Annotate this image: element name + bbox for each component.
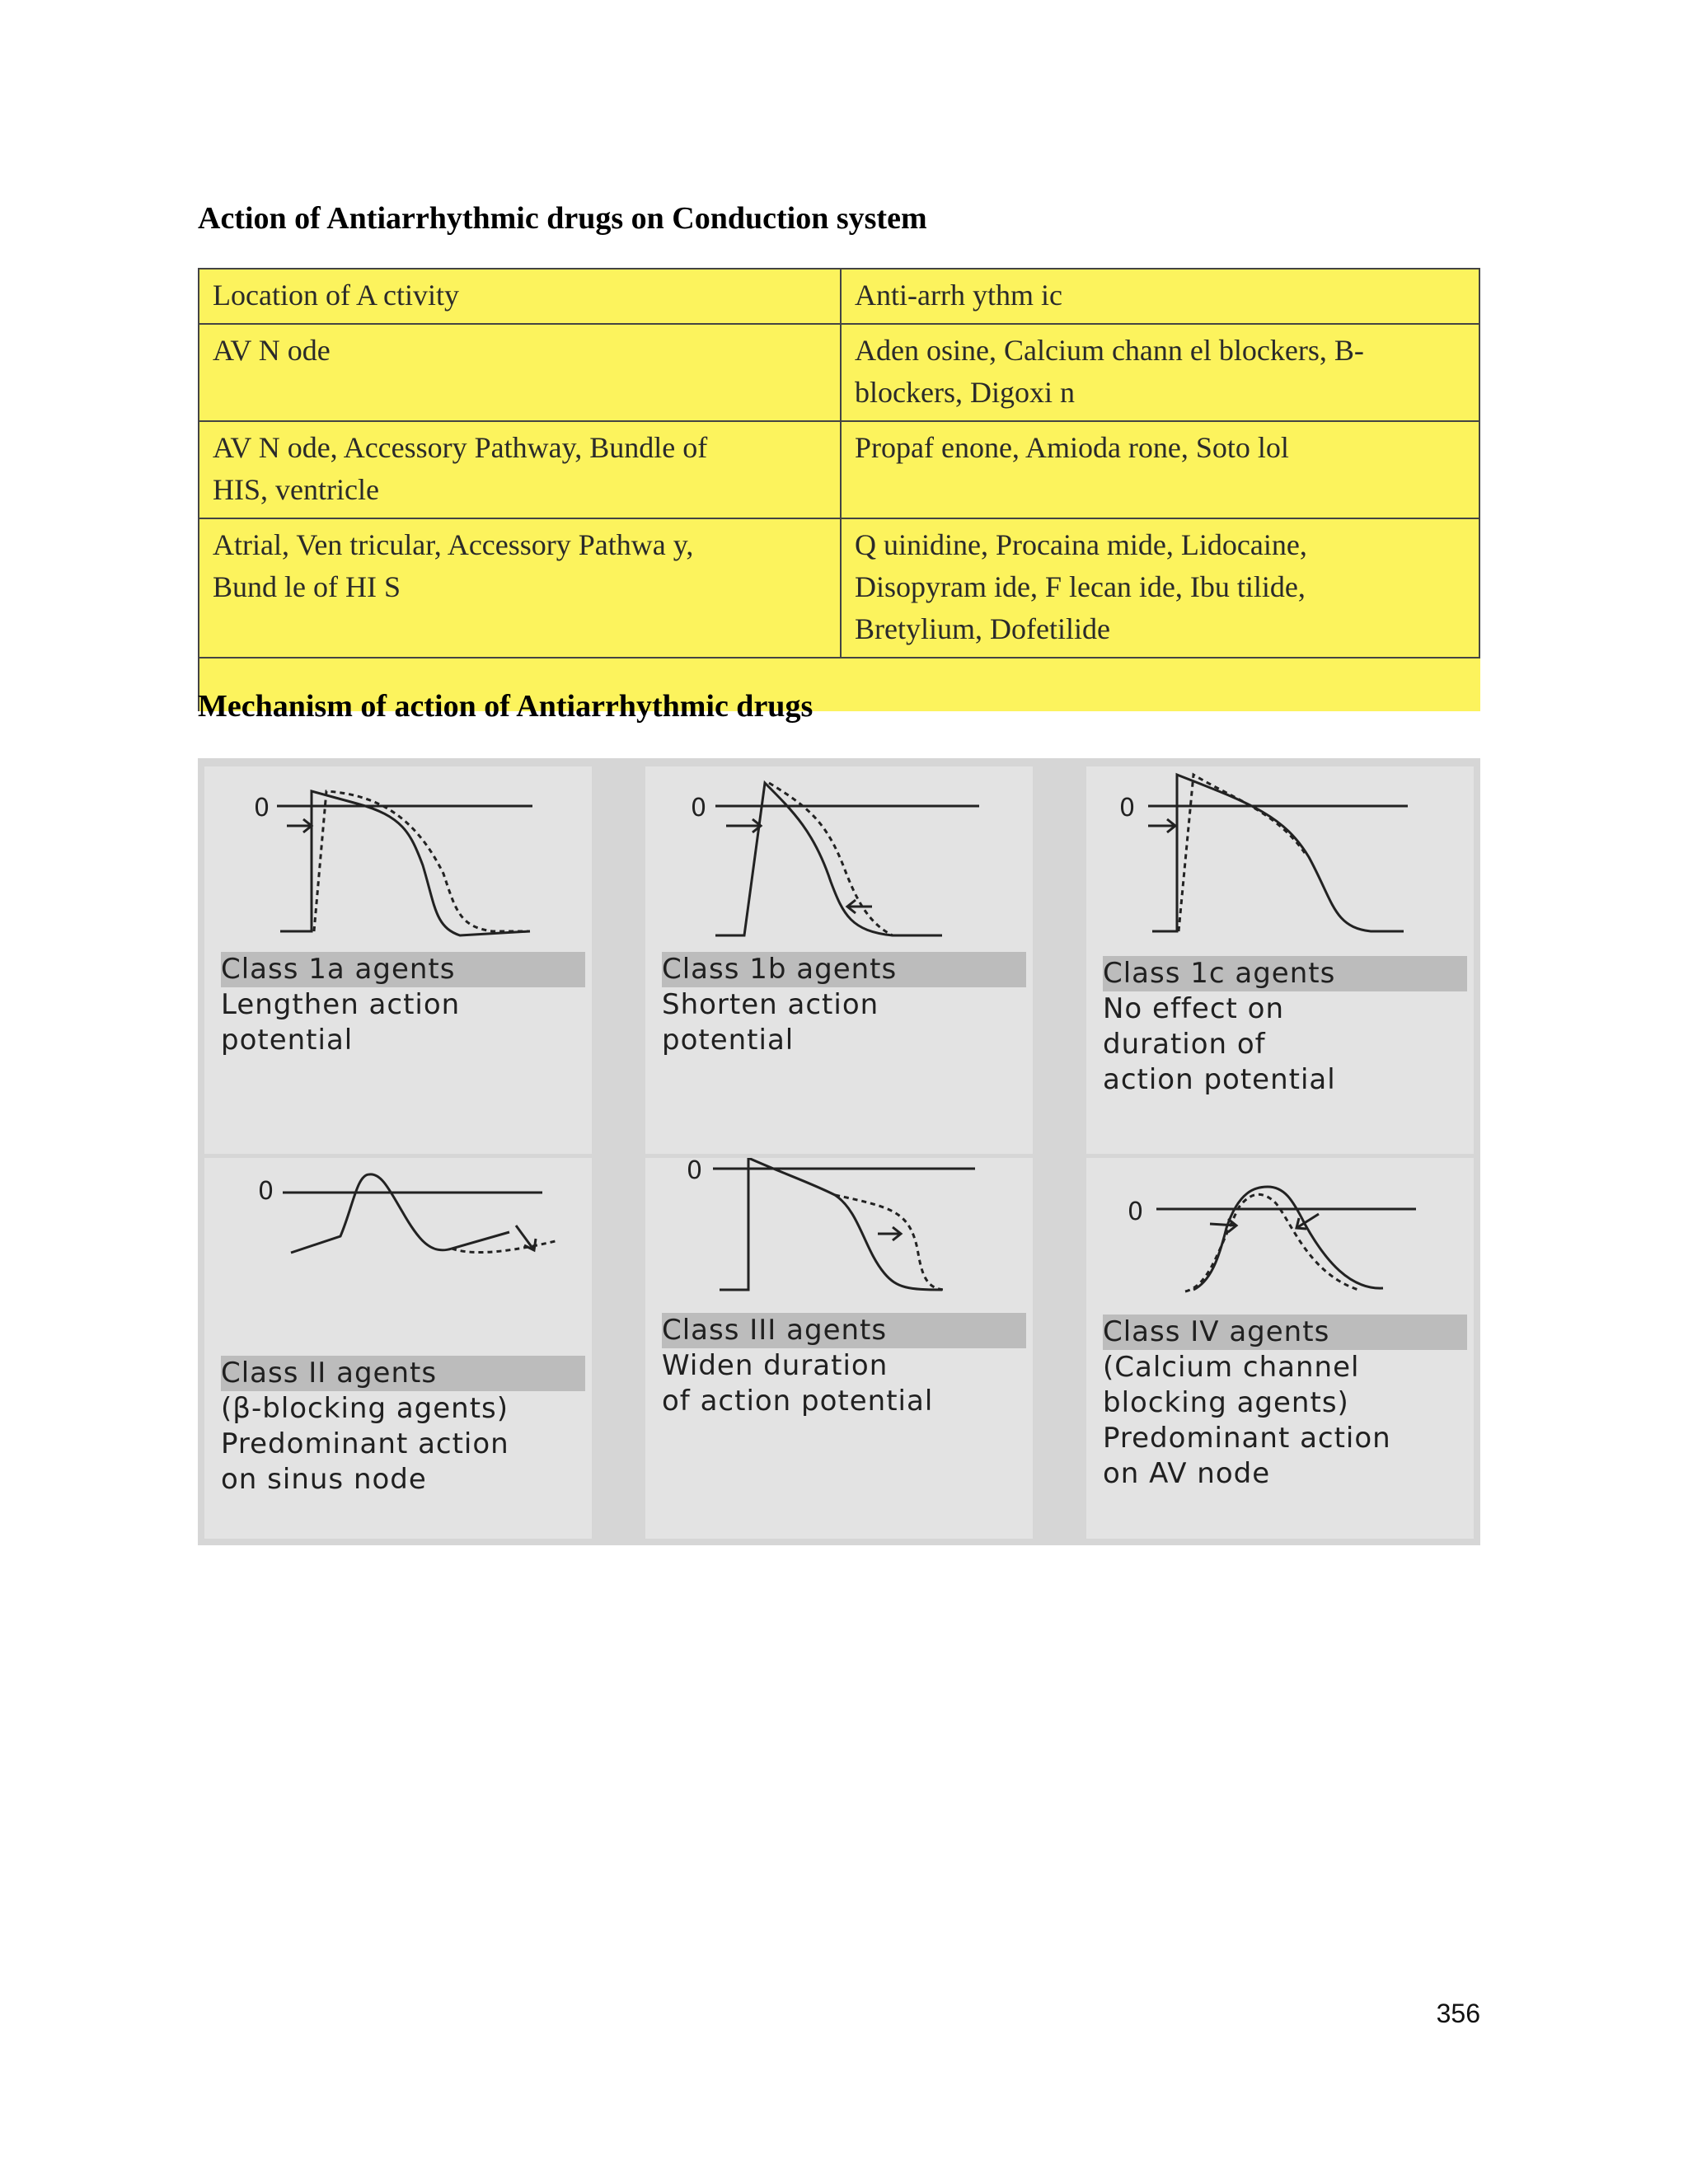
zero-label: 0 [1128,1197,1144,1226]
zero-label: 0 [687,1158,703,1185]
arrow-icon [878,1227,901,1240]
cell-line: Propaf enone, Amioda rone, Soto lol [855,431,1289,464]
caption-4 [1103,1315,1467,1492]
caption-line: on AV node [1103,1457,1271,1490]
caption-title: Class III agents [662,1313,1026,1348]
caption-1b [662,952,1026,1058]
location-cell [199,324,841,421]
arrow-icon [847,900,872,913]
panel-class-1b [645,766,1033,1154]
solid-trace [1152,775,1404,931]
caption-line: Lengthen action [221,988,461,1021]
cell-line: Atrial, Ven tricular, Accessory Pathwa y, [213,528,694,561]
caption-line: (Calcium channel [1103,1351,1360,1384]
zero-label: 0 [1119,794,1136,823]
dashed-trace [452,1240,559,1253]
cell-line: AV N ode, Accessory Pathway, Bundle of [213,431,708,464]
solid-trace [291,1174,509,1253]
table-row [199,518,1479,658]
cell-line: AV N ode [213,334,331,367]
caption-title: Class II agents [221,1356,585,1391]
caption-line: blocking agents) [1103,1386,1349,1419]
caption-title: Class 1c agents [1103,956,1467,991]
caption-line: Widen duration [662,1349,889,1382]
solid-trace [720,1158,942,1290]
caption-line: on sinus node [221,1463,427,1496]
dashed-trace [1179,775,1305,931]
solid-trace [1193,1187,1383,1290]
page-number: 356 [1436,1999,1480,2028]
zero-label: 0 [258,1177,274,1206]
cell-line: Bund le of HI S [213,570,401,603]
cell-line: Q uinidine, Procaina mide, Lidocaine, [855,528,1307,561]
location-cell [199,518,841,658]
caption-3 [662,1313,1026,1419]
panel-class-1a [204,766,592,1154]
caption-line: Shorten action [662,988,879,1021]
caption-title: Class IV agents [1103,1315,1467,1350]
solid-trace [280,791,530,935]
dashed-trace [835,1195,946,1290]
cell-line: Disopyram ide, F lecan ide, Ibu tilide, [855,570,1306,603]
cell-line: HIS, ventricle [213,473,379,506]
panel-class-3 [645,1158,1033,1539]
arrow-icon [726,819,761,832]
caption-line: duration of [1103,1028,1266,1061]
cell-line: Bretylium, Dofetilide [855,612,1110,645]
mechanism-heading: Mechanism of action of Antiarrhythmic drugs [198,689,814,724]
caption-1c [1103,956,1467,1098]
drugs-cell [841,518,1479,658]
arrow-icon [287,819,312,832]
panel-class-1c [1086,766,1474,1154]
arrow-icon [1148,819,1175,832]
arrow-icon [516,1226,536,1250]
caption-title: Class 1a agents [221,952,585,987]
cell-line: blockers, Digoxi n [855,376,1075,409]
conduction-table [198,268,1480,711]
caption-line: Predominant action [221,1427,509,1460]
drugs-cell [841,324,1479,421]
location-cell [199,421,841,518]
table-row [199,324,1479,421]
caption-line: potential [221,1024,354,1057]
table-header-row [199,269,1479,324]
caption-line: potential [662,1024,795,1057]
panel-class-4 [1086,1158,1474,1539]
cell-line: Aden osine, Calcium chann el blockers, B- [855,334,1364,367]
caption-line: of action potential [662,1385,934,1418]
header-antiarrhythmic: Anti-arrh ythm ic [841,269,1479,324]
mechanism-figure [198,758,1480,1545]
caption-line: action potential [1103,1063,1336,1096]
drugs-cell [841,421,1479,518]
caption-line: Predominant action [1103,1422,1391,1455]
filler-cell [841,658,1479,711]
panel-class-2 [204,1158,592,1539]
conduction-heading: Action of Antiarrhythmic drugs on Conduction system [198,201,927,236]
caption-title: Class 1b agents [662,952,1026,987]
table-row [199,421,1479,518]
zero-label: 0 [691,794,707,823]
arrow-icon [1210,1219,1236,1232]
caption-1a [221,952,585,1058]
caption-line: No effect on [1103,992,1285,1025]
caption-2 [221,1356,585,1497]
zero-label: 0 [254,794,270,823]
header-location: Location of A ctivity [199,269,841,324]
caption-line: (β-blocking agents) [221,1392,509,1425]
